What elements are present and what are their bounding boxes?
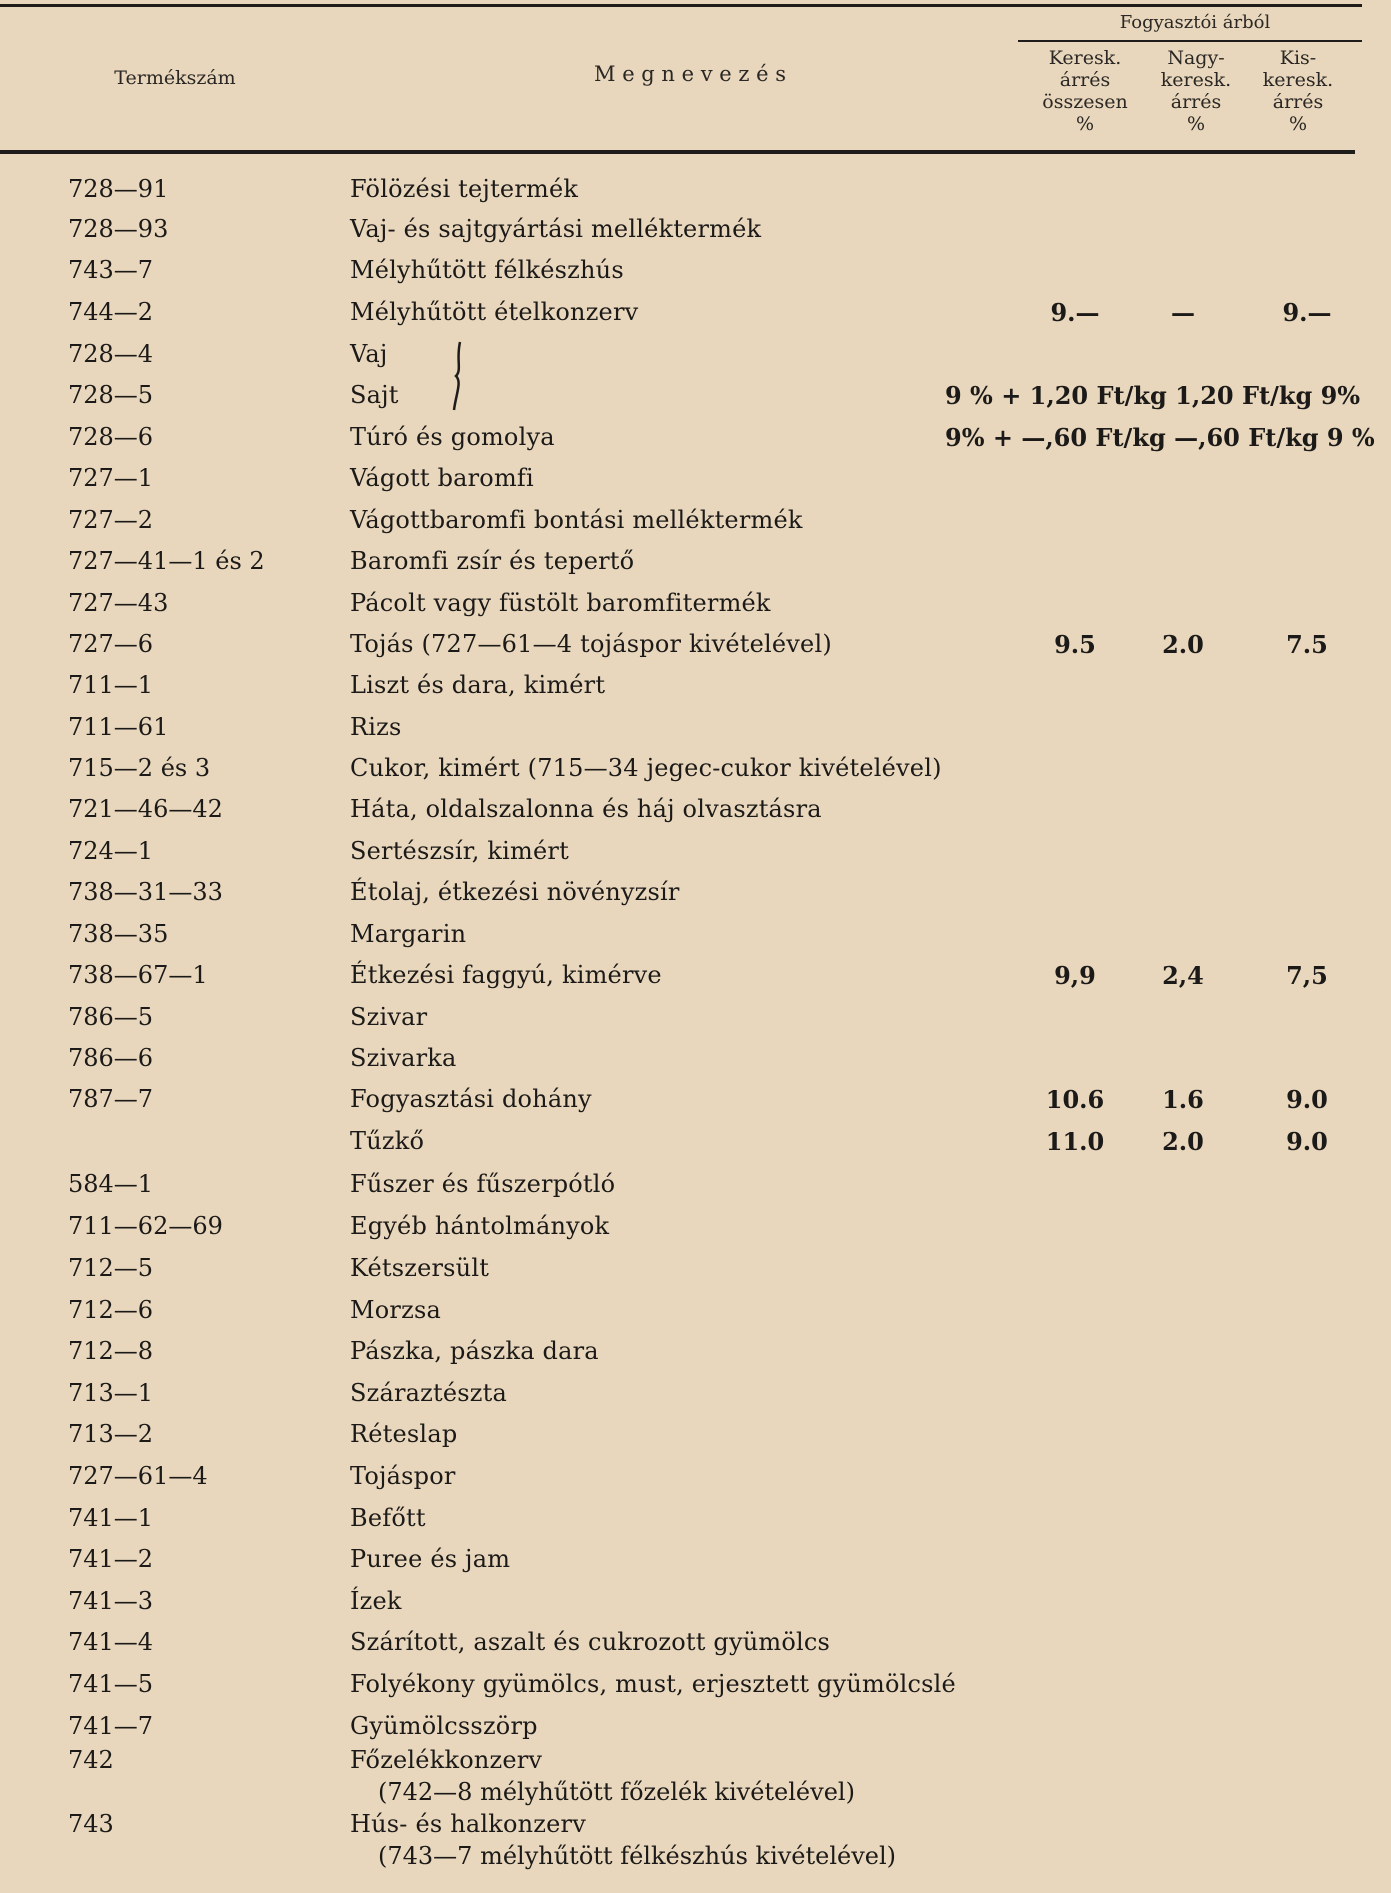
table-row	[0, 837, 1391, 871]
product-code: 727—41—1 és 2	[68, 547, 265, 575]
table-row	[0, 1628, 1391, 1662]
table-row	[0, 1379, 1391, 1413]
table-row	[0, 961, 1391, 995]
product-name: Tűzkő	[350, 1127, 425, 1155]
product-code: 741—4	[68, 1628, 154, 1656]
wholesale-margin-value: 1.6	[1162, 1085, 1204, 1114]
retail-margin-value: 7,5	[1286, 961, 1328, 990]
column-header-code: Termékszám	[114, 67, 236, 89]
table-row	[0, 256, 1391, 290]
product-name: Kétszersült	[350, 1254, 490, 1282]
wholesale-margin-value: 2.0	[1162, 630, 1204, 659]
product-name: Fűszer és fűszerpótló	[350, 1170, 616, 1198]
table-row	[0, 1212, 1391, 1246]
table-row	[0, 1545, 1391, 1579]
table-row	[0, 1170, 1391, 1204]
table-row	[0, 381, 1391, 415]
total-margin-value: 11.0	[1045, 1127, 1105, 1156]
group-title: Fogyasztói árból	[1119, 12, 1271, 33]
table-row	[0, 878, 1391, 912]
product-name: Réteslap	[350, 1420, 458, 1448]
total-margin-value: 9.5	[1054, 630, 1096, 659]
column-header-wholesale-margin: Nagy- keresk. árrés %	[1160, 47, 1232, 135]
product-name: Tojáspor	[350, 1462, 456, 1490]
product-name: Száraztészta	[350, 1379, 507, 1407]
product-name: Tojás (727—61—4 tojáspor kivételével)	[350, 630, 832, 658]
product-code: 721—46—42	[68, 795, 223, 823]
product-name: Ízek	[350, 1587, 402, 1615]
table-row	[0, 464, 1391, 498]
product-name: Liszt és dara, kimért	[350, 671, 606, 699]
top-rule	[0, 4, 1362, 7]
retail-margin-value: 7.5	[1286, 630, 1328, 659]
product-code: 743	[68, 1810, 114, 1838]
product-code: 711—62—69	[68, 1212, 223, 1240]
column-header-total-margin: Keresk. árrés összesen %	[1042, 47, 1128, 135]
table-row	[0, 795, 1391, 829]
product-code: 786—6	[68, 1044, 154, 1072]
product-code: 728—5	[68, 381, 154, 409]
total-margin-value: 9.—	[1050, 298, 1100, 327]
table-row	[0, 1810, 1391, 1870]
table-row	[0, 1746, 1391, 1806]
table-row	[0, 1420, 1391, 1454]
product-name: Folyékony gyümölcs, must, erjesztett gyümölcslé	[350, 1670, 956, 1698]
column-header-retail-margin: Kis- keresk. árrés %	[1262, 47, 1334, 135]
table-row	[0, 630, 1391, 664]
product-code: 727—1	[68, 464, 154, 492]
product-code: 728—6	[68, 423, 154, 451]
wholesale-margin-value: 2,4	[1162, 961, 1204, 990]
product-name: Morzsa	[350, 1296, 441, 1324]
product-name: Vágott baromfi	[350, 464, 534, 492]
product-code: 744—2	[68, 298, 154, 326]
product-name: Túró és gomolya	[350, 423, 555, 451]
product-name: Étolaj, étkezési növényzsír	[350, 878, 680, 906]
header-bottom-rule	[0, 150, 1355, 154]
product-code: 584—1	[68, 1170, 154, 1198]
product-name: Mélyhűtött félkészhús	[350, 256, 624, 284]
product-name: Sajt	[350, 381, 399, 409]
product-name: Gyümölcsszörp	[350, 1712, 538, 1740]
table-row	[0, 1254, 1391, 1288]
retail-margin-value: 9.—	[1282, 298, 1332, 327]
product-code: 741—2	[68, 1545, 154, 1573]
table-row	[0, 175, 1391, 209]
product-code: 738—31—33	[68, 878, 223, 906]
product-code: 741—7	[68, 1712, 154, 1740]
table-row	[0, 1296, 1391, 1330]
product-code: 727—61—4	[68, 1462, 208, 1490]
product-name: Főzelékkonzerv	[350, 1746, 543, 1774]
table-row	[0, 1085, 1391, 1119]
product-name: Margarin	[350, 920, 467, 948]
table-row	[0, 1337, 1391, 1371]
table-row	[0, 506, 1391, 540]
product-name: Cukor, kimért (715—34 jegec-cukor kivételével)	[350, 754, 942, 782]
product-code: 743—7	[68, 256, 154, 284]
wholesale-margin-value: 2.0	[1162, 1127, 1204, 1156]
product-name: Étkezési faggyú, kimérve	[350, 961, 662, 989]
product-name: Vaj- és sajtgyártási melléktermék	[350, 215, 762, 243]
product-code: 728—91	[68, 175, 169, 203]
product-name: Vaj	[350, 340, 388, 368]
product-name: Puree és jam	[350, 1545, 511, 1573]
table-row	[0, 340, 1391, 374]
combined-margin-value: 9% + —,60 Ft/kg —,60 Ft/kg 9 %	[945, 423, 1375, 452]
product-name: Vágottbaromfi bontási melléktermék	[350, 506, 803, 534]
product-name: Háta, oldalszalonna és háj olvasztásra	[350, 795, 822, 823]
product-name: Mélyhűtött ételkonzerv	[350, 298, 639, 326]
product-code: 738—35	[68, 920, 169, 948]
total-margin-value: 9,9	[1054, 961, 1096, 990]
product-name: Szivar	[350, 1003, 428, 1031]
table-row	[0, 1587, 1391, 1621]
table-row	[0, 547, 1391, 581]
table-row	[0, 1670, 1391, 1704]
product-code: 728—4	[68, 340, 154, 368]
product-code: 786—5	[68, 1003, 154, 1031]
product-code: 741—3	[68, 1587, 154, 1615]
product-name: Hús- és halkonzerv	[350, 1810, 586, 1838]
table-row	[0, 298, 1391, 332]
product-code: 787—7	[68, 1085, 154, 1113]
product-code: 712—6	[68, 1296, 154, 1324]
product-code: 711—61	[68, 713, 169, 741]
product-name-note: (743—7 mélyhűtött félkészhús kivételével)	[378, 1842, 897, 1870]
product-code: 715—2 és 3	[68, 754, 211, 782]
product-name: Sertészsír, kimért	[350, 837, 569, 865]
table-row	[0, 423, 1391, 457]
product-name: Fölözési tejtermék	[350, 175, 579, 203]
group-rule	[1018, 40, 1362, 42]
column-header-name: M e g n e v e z é s	[594, 62, 786, 86]
product-name: Egyéb hántolmányok	[350, 1212, 610, 1240]
table-row	[0, 1127, 1391, 1161]
product-code: 712—8	[68, 1337, 154, 1365]
wholesale-margin-value: —	[1171, 298, 1195, 327]
retail-margin-value: 9.0	[1286, 1085, 1328, 1114]
product-name: Fogyasztási dohány	[350, 1085, 592, 1113]
product-code: 724—1	[68, 837, 154, 865]
product-name: Befőtt	[350, 1504, 426, 1532]
product-code: 727—43	[68, 589, 169, 617]
table-row	[0, 589, 1391, 623]
product-name-note: (742—8 mélyhűtött főzelék kivételével)	[378, 1778, 855, 1806]
retail-margin-value: 9.0	[1286, 1127, 1328, 1156]
product-name: Baromfi zsír és tepertő	[350, 547, 635, 575]
product-code: 741—5	[68, 1670, 154, 1698]
product-code: 727—6	[68, 630, 154, 658]
product-code: 727—2	[68, 506, 154, 534]
table-row	[0, 671, 1391, 705]
product-name: Szárított, aszalt és cukrozott gyümölcs	[350, 1628, 831, 1656]
table-row	[0, 215, 1391, 249]
product-code: 711—1	[68, 671, 154, 699]
table-row	[0, 1462, 1391, 1496]
product-name: Rizs	[350, 713, 402, 741]
table-row	[0, 920, 1391, 954]
product-code: 712—5	[68, 1254, 154, 1282]
product-name: Pászka, pászka dara	[350, 1337, 599, 1365]
product-code: 738—67—1	[68, 961, 208, 989]
product-code: 741—1	[68, 1504, 154, 1532]
product-name: Pácolt vagy füstölt baromfitermék	[350, 589, 771, 617]
product-code: 713—1	[68, 1379, 154, 1407]
product-name: Szivarka	[350, 1044, 457, 1072]
table-row	[0, 1712, 1391, 1746]
table-row	[0, 754, 1391, 788]
table-row	[0, 1504, 1391, 1538]
product-code: 713—2	[68, 1420, 154, 1448]
total-margin-value: 10.6	[1045, 1085, 1105, 1114]
product-code: 728—93	[68, 215, 169, 243]
product-code: 742	[68, 1746, 114, 1774]
table-row	[0, 713, 1391, 747]
table-row	[0, 1003, 1391, 1037]
table-row	[0, 1044, 1391, 1078]
combined-margin-value: 9 % + 1,20 Ft/kg 1,20 Ft/kg 9%	[945, 381, 1361, 410]
